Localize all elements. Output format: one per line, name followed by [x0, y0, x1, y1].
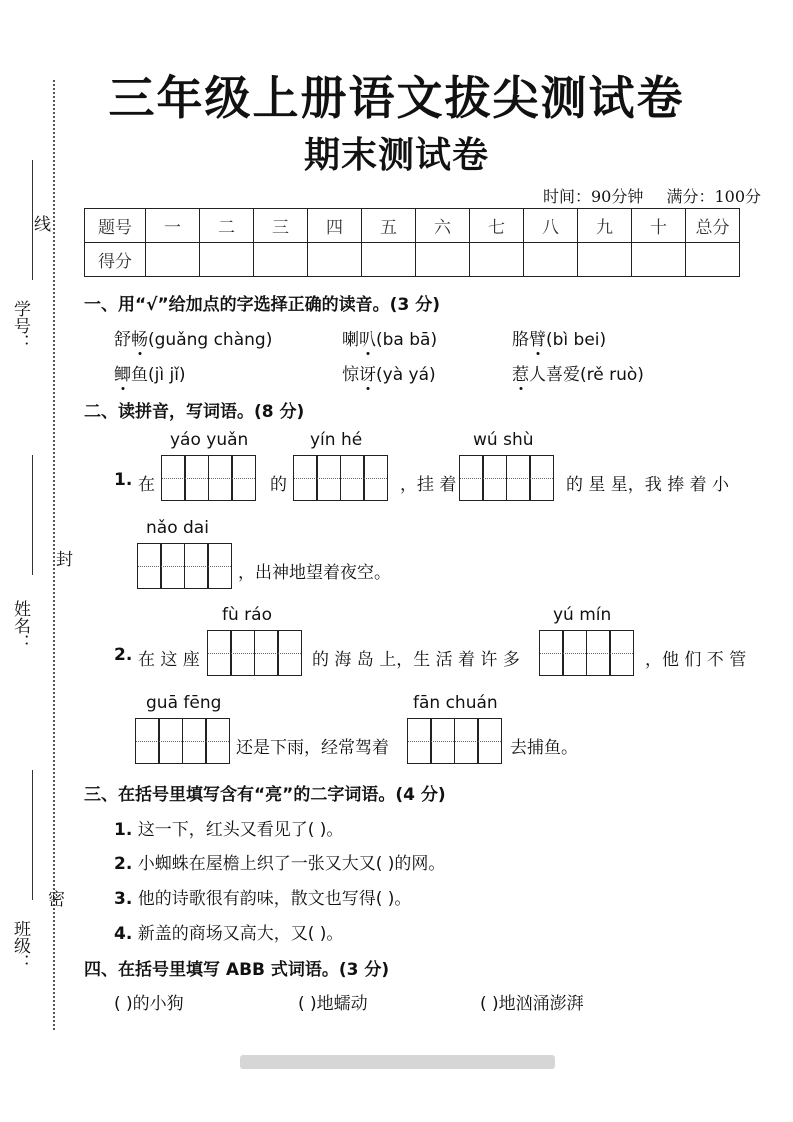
s3-item-number: 3. [114, 889, 133, 909]
writing-cell[interactable] [539, 630, 564, 676]
score-table-cell: 四 [308, 209, 362, 243]
score-input-cell[interactable] [578, 243, 632, 277]
writing-cell[interactable] [135, 718, 160, 764]
writing-cell[interactable] [454, 718, 479, 764]
score-table-cell: 三 [254, 209, 308, 243]
writing-cell[interactable] [430, 718, 455, 764]
pinyin-naodai: nǎo dai [146, 518, 209, 538]
s3-item-number: 2. [114, 854, 133, 874]
s1-dotted-char: 臂 [529, 325, 546, 350]
s1-item-pinyin: 人喜爱(rě ruò) [529, 365, 644, 385]
s3-item-text: 他的诗歌很有韵味，散文也写得( )。 [137, 889, 412, 909]
pinyin-yumin: yú mín [553, 605, 612, 625]
score-table-cell: 九 [578, 209, 632, 243]
s3-item-number: 4. [114, 924, 133, 944]
s1-dotted-char: 惹 [512, 360, 529, 385]
score-table-cell: 八 [524, 209, 578, 243]
score-table-header-row [85, 209, 740, 243]
score-input-cell[interactable] [524, 243, 578, 277]
s1-item-2[interactable] [342, 325, 437, 350]
s1-item-text: 胳 [512, 330, 529, 350]
margin-label-xuehao: 学号： [10, 300, 30, 351]
s3-item-3[interactable] [114, 884, 411, 909]
exam-meta [525, 184, 761, 207]
writing-cell[interactable] [562, 630, 587, 676]
score-input-cell[interactable] [416, 243, 470, 277]
q1-text-2: 的 [270, 475, 287, 495]
s1-item-pinyin: (ba bā) [376, 330, 438, 350]
score-table-cell: 总分 [686, 209, 740, 243]
q1-text-5: ，出神地望着夜空。 [238, 563, 391, 583]
s4-item-1[interactable]: ( )的小狗 [114, 994, 184, 1014]
pinyin-wushu: wú shù [473, 430, 534, 450]
margin-label-xian: 线 [30, 215, 50, 232]
score-table-cell: 六 [416, 209, 470, 243]
writing-cell[interactable] [160, 543, 185, 589]
writing-cell[interactable] [207, 630, 232, 676]
writing-cell[interactable] [254, 630, 279, 676]
score-input-cell[interactable] [632, 243, 686, 277]
s1-dotted-char: 鲫 [114, 360, 131, 385]
score-table-cell: 五 [362, 209, 416, 243]
writing-cell[interactable] [182, 718, 207, 764]
q2-text-3: ，他 们 不 管 [645, 650, 747, 670]
writing-grid-furao[interactable] [208, 630, 302, 676]
writing-grid-yaoyuan[interactable] [162, 455, 256, 501]
score-input-cell[interactable] [308, 243, 362, 277]
s4-item-2[interactable]: ( )地蠕动 [298, 994, 368, 1014]
q1-text-1: 在 [138, 475, 155, 495]
writing-cell[interactable] [158, 718, 183, 764]
margin-label-banji: 班级： [10, 920, 30, 971]
writing-grid-fanchuan[interactable] [408, 718, 502, 764]
time-limit: 时间：90分钟 [542, 187, 644, 206]
writing-grid-wushu[interactable] [460, 455, 554, 501]
writing-cell[interactable] [586, 630, 611, 676]
pinyin-guafeng: guā fēng [146, 693, 222, 713]
q1-text-4: 的 星 星，我 捧 着 小 [566, 475, 730, 495]
margin-label-mi: 密 [44, 890, 64, 907]
xuehao-write-line[interactable] [32, 160, 33, 280]
s1-item-6[interactable] [512, 360, 644, 385]
pinyin-fanchuan: fān chuán [413, 693, 498, 713]
s1-item-text: 喇 [342, 330, 359, 350]
s4-item-3[interactable]: ( )地汹涌澎湃 [480, 994, 584, 1014]
writing-cell[interactable] [208, 455, 233, 501]
writing-cell[interactable] [316, 455, 341, 501]
s3-item-text: 这一下，红头又看见了( )。 [137, 820, 344, 840]
score-input-cell[interactable] [470, 243, 524, 277]
score-table-cell: 十 [632, 209, 686, 243]
q2-text-4: 还是下雨，经常驾着 [236, 738, 389, 758]
section2-heading: 二、读拼音，写词语。(8 分) [84, 402, 305, 422]
s1-item-pinyin: 鱼(jì jǐ) [131, 365, 186, 385]
score-table-cell: 七 [470, 209, 524, 243]
section1-heading: 一、用“√”给加点的字选择正确的读音。(3 分) [84, 295, 440, 315]
s1-dotted-char: 讶 [359, 360, 376, 385]
score-row-label: 得分 [85, 243, 146, 277]
q2-number: 2. [114, 645, 133, 665]
s3-item-text: 新盖的商场又高大，又( )。 [137, 924, 344, 944]
margin-label-xingming: 姓名： [10, 600, 30, 651]
writing-cell[interactable] [137, 543, 162, 589]
q2-text-1: 在 这 座 [138, 650, 200, 670]
writing-grid-naodai[interactable] [138, 543, 232, 589]
q2-text-5: 去捕鱼。 [510, 738, 578, 758]
score-input-cell[interactable] [686, 243, 740, 277]
writing-cell[interactable] [477, 718, 502, 764]
exam-title: 三年级上册语文拔尖测试卷 [108, 71, 685, 125]
q2-text-2: 的 海 岛 上，生 活 着 许 多 [312, 650, 520, 670]
footer-watermark [240, 1055, 555, 1069]
q1-number: 1. [114, 470, 133, 490]
pinyin-furao: fù ráo [222, 605, 272, 625]
writing-cell[interactable] [529, 455, 554, 501]
section4-heading: 四、在括号里填写 ABB 式词语。(3 分) [84, 960, 390, 980]
s3-item-1[interactable] [114, 815, 343, 840]
s1-item-pinyin: (yà yá) [376, 365, 436, 385]
writing-cell[interactable] [184, 543, 209, 589]
s1-item-3[interactable] [512, 325, 606, 350]
s3-item-text: 小蜘蛛在屋檐上织了一张又大又( )的网。 [137, 854, 446, 874]
s1-dotted-char: 畅 [131, 325, 148, 350]
writing-cell[interactable] [277, 630, 302, 676]
s1-item-pinyin: (bì bei) [546, 330, 607, 350]
full-score: 满分：100分 [666, 187, 761, 206]
writing-cell[interactable] [184, 455, 209, 501]
score-table-cell: 二 [200, 209, 254, 243]
writing-cell[interactable] [207, 543, 232, 589]
xingming-write-line[interactable] [32, 455, 33, 575]
writing-cell[interactable] [609, 630, 634, 676]
pinyin-yinhe: yín hé [310, 430, 363, 450]
writing-cell[interactable] [407, 718, 432, 764]
pinyin-yaoyuan: yáo yuǎn [170, 430, 249, 450]
score-table-score-row [85, 243, 740, 277]
q1-text-3: ，挂 着 [400, 475, 457, 495]
s3-item-2[interactable] [114, 849, 445, 874]
s1-dotted-char: 叭 [359, 325, 376, 350]
writing-cell[interactable] [293, 455, 318, 501]
banji-write-line[interactable] [32, 770, 33, 900]
score-table [84, 208, 740, 277]
writing-grid-guafeng[interactable] [136, 718, 230, 764]
margin-label-feng: 封 [52, 550, 72, 567]
writing-cell[interactable] [363, 455, 388, 501]
s1-item-4[interactable] [114, 360, 186, 385]
score-input-cell[interactable] [146, 243, 200, 277]
section3-heading: 三、在括号里填写含有“亮”的二字词语。(4 分) [84, 785, 446, 805]
writing-cell[interactable] [161, 455, 186, 501]
s3-item-number: 1. [114, 820, 133, 840]
exam-subtitle: 期末测试卷 [303, 135, 489, 176]
writing-cell[interactable] [459, 455, 484, 501]
s1-item-text: 舒 [114, 330, 131, 350]
score-input-cell[interactable] [254, 243, 308, 277]
score-input-cell[interactable] [200, 243, 254, 277]
writing-cell[interactable] [340, 455, 365, 501]
writing-cell[interactable] [482, 455, 507, 501]
writing-cell[interactable] [231, 455, 256, 501]
score-input-cell[interactable] [362, 243, 416, 277]
s1-item-5[interactable] [342, 360, 436, 385]
s1-item-pinyin: (guǎng chàng) [148, 330, 273, 350]
s3-item-4[interactable] [114, 919, 343, 944]
s1-item-text: 惊 [342, 365, 359, 385]
score-table-cell: 一 [146, 209, 200, 243]
writing-cell[interactable] [205, 718, 230, 764]
writing-grid-yinhe[interactable] [294, 455, 388, 501]
score-table-cell: 题号 [85, 209, 146, 243]
s1-item-1[interactable] [114, 325, 272, 350]
writing-grid-yumin[interactable] [540, 630, 634, 676]
writing-cell[interactable] [230, 630, 255, 676]
writing-cell[interactable] [506, 455, 531, 501]
